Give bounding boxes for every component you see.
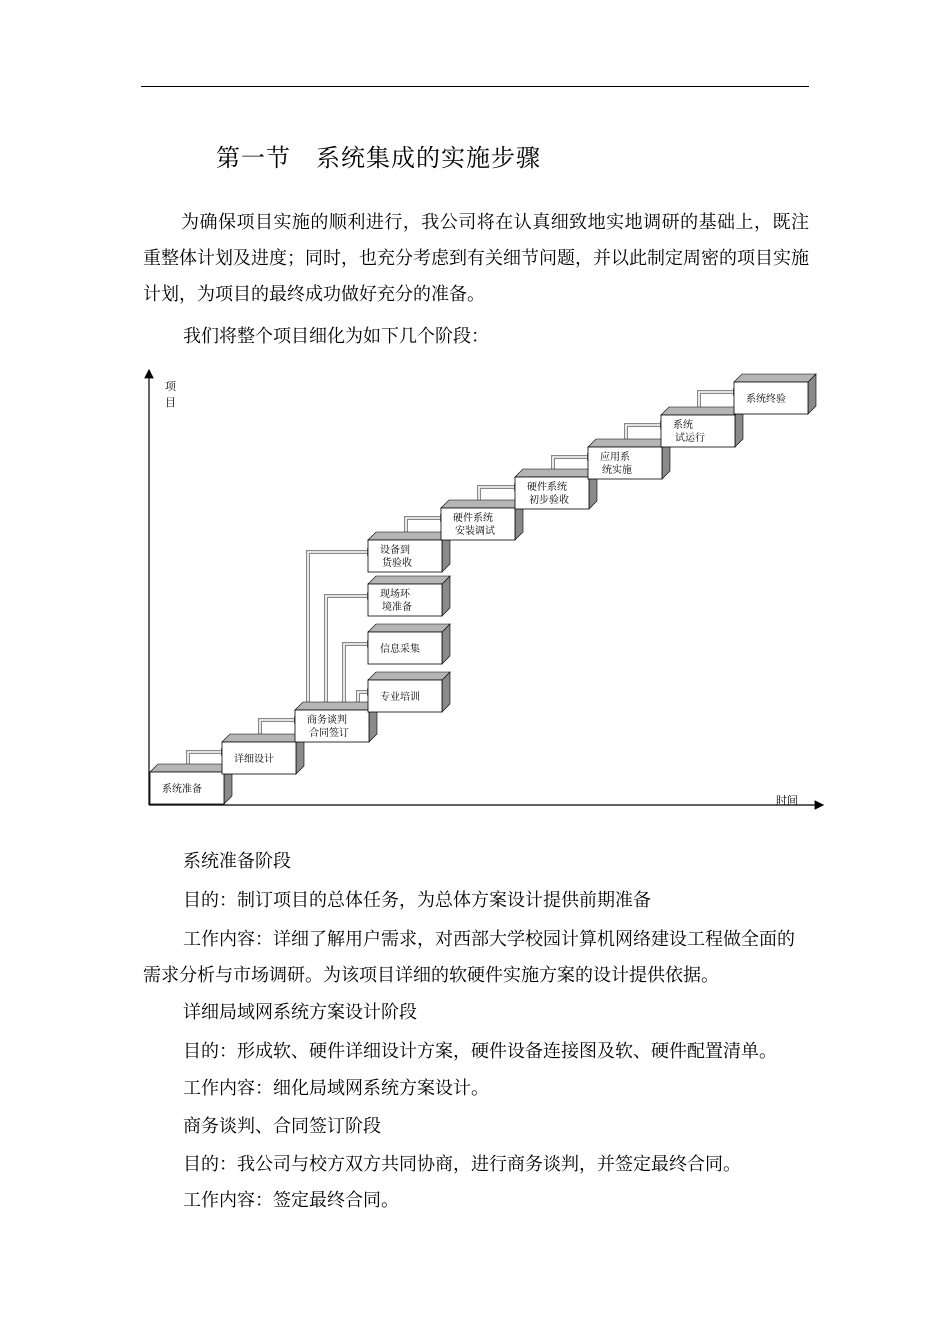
intro-text: 为确保项目实施的顺利进行，我公司将在认真细致地实地调研的基础上，既注重整体计划及进度；同时，也充分考虑到有关细节问题，并以此制定周密的项目实施计划，为项目的最终成功做好充分的准备。 <box>143 212 809 305</box>
stage-2-content: 工作内容：细化局域网系统方案设计。 <box>183 1078 489 1099</box>
stage-box-8-label-2: 安装调试 <box>455 526 495 537</box>
stage-box-9 <box>515 469 597 509</box>
stage-box-7 <box>368 532 450 572</box>
stage-box-10-label-2: 统实施 <box>602 465 632 476</box>
stage-box-1-label-1: 系统准备 <box>162 784 202 795</box>
stage-3-heading: 商务谈判、合同签订阶段 <box>183 1116 381 1137</box>
section-title: 第一节 系统集成的实施步骤 <box>216 144 541 172</box>
stage-box-1 <box>150 764 232 804</box>
stage-box-5-label-1: 信息采集 <box>380 644 420 655</box>
header-rule <box>141 86 809 87</box>
stage-box-2 <box>222 734 304 774</box>
stage-box-3-label-1: 商务谈判 <box>307 715 347 726</box>
stage-box-6-label-2: 境准备 <box>382 602 412 613</box>
stage-box-3 <box>295 702 377 742</box>
stage-box-8 <box>441 500 523 540</box>
stage-2-purpose: 目的：形成软、硬件详细设计方案，硬件设备连接图及软、硬件配置清单。 <box>183 1041 777 1062</box>
stage-box-11-label-1: 系统 <box>673 420 693 431</box>
stage-1-content <box>143 922 809 994</box>
stage-box-3-label-2: 合同签订 <box>309 728 349 739</box>
stage-diagram <box>140 360 840 820</box>
stage-box-7-label-1: 设备到 <box>380 545 410 556</box>
stage-1-heading: 系统准备阶段 <box>183 851 291 872</box>
staircase-chart <box>140 360 840 820</box>
stage-box-12-label-1: 系统终验 <box>746 394 786 405</box>
stages-intro: 我们将整个项目细化为如下几个阶段： <box>183 326 489 347</box>
intro-paragraph <box>143 205 809 313</box>
stage-box-5 <box>368 624 450 664</box>
stage-box-10 <box>588 439 670 479</box>
stage-box-11 <box>661 407 743 447</box>
stage-box-4 <box>368 672 450 712</box>
x-axis-label: 时间 <box>776 794 798 807</box>
stage-box-11-label-2: 试运行 <box>675 433 705 444</box>
stage-box-6 <box>368 576 450 616</box>
stage-box-9-label-1: 硬件系统 <box>527 482 567 493</box>
stage-box-9-label-2: 初步验收 <box>529 495 569 506</box>
y-axis-label-1: 项 <box>165 380 176 393</box>
stage-3-content: 工作内容：签定最终合同。 <box>183 1190 399 1211</box>
stage-box-12 <box>734 374 816 414</box>
stage-box-7-label-2: 货验收 <box>382 558 412 569</box>
stage-2-heading: 详细局域网系统方案设计阶段 <box>183 1002 417 1023</box>
stage-3-purpose: 目的：我公司与校方双方共同协商，进行商务谈判，并签定最终合同。 <box>183 1154 741 1175</box>
stage-1-content-text: 工作内容：详细了解用户需求，对西部大学校园计算机网络建设工程做全面的需求分析与市场调研。为该项目详细的软硬件实施方案的设计提供依据。 <box>143 929 795 986</box>
stage-box-8-label-1: 硬件系统 <box>453 513 493 524</box>
branch-arrow-1 <box>308 548 374 710</box>
stage-1-purpose: 目的：制订项目的总体任务，为总体方案设计提供前期准备 <box>183 890 651 911</box>
stage-box-2-label-1: 详细设计 <box>234 754 274 765</box>
y-axis-label-2: 目 <box>165 396 176 409</box>
stage-box-10-label-1: 应用系 <box>600 452 630 463</box>
stage-box-4-label-1: 专业培训 <box>380 692 420 703</box>
stage-box-6-label-1: 现场环 <box>380 589 410 600</box>
